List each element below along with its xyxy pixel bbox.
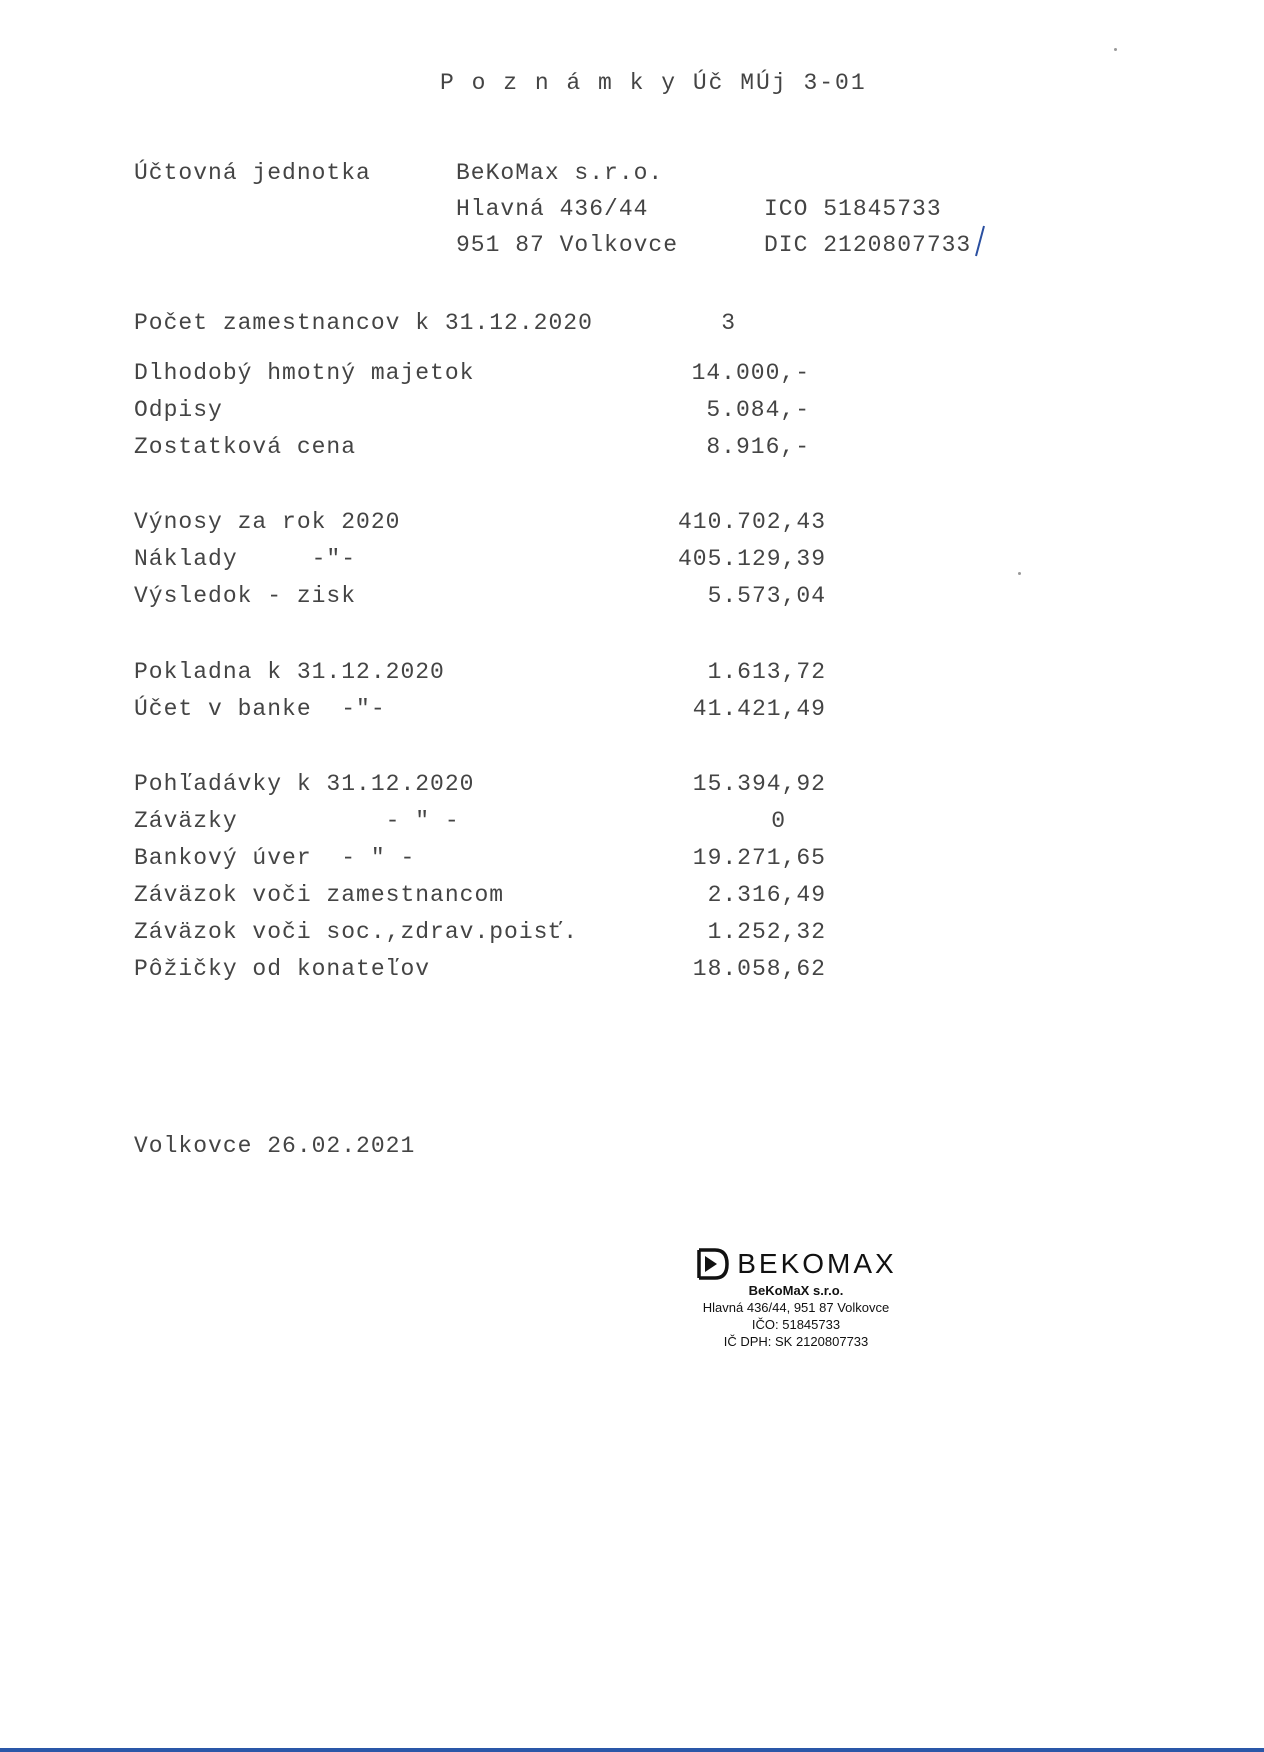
row-value: 2.316,49 bbox=[707, 882, 826, 908]
bekomax-logo-icon bbox=[695, 1246, 731, 1282]
row-label: Odpisy bbox=[134, 397, 223, 423]
stamp-address: Hlavná 436/44, 951 87 Volkovce bbox=[702, 1300, 890, 1315]
row-label: Záväzok voči soc.,zdrav.poisť. bbox=[134, 919, 579, 945]
row-value: 410.702,43 bbox=[677, 509, 826, 535]
row-label: Náklady -"- bbox=[134, 546, 357, 572]
row-label: Účet v banke -"- bbox=[134, 696, 386, 722]
entity-city: 951 87 Volkovce bbox=[456, 232, 679, 258]
row-value: 1.252,32 bbox=[707, 919, 826, 945]
entity-street: Hlavná 436/44 bbox=[456, 196, 649, 222]
row-value: 8.916,- bbox=[706, 434, 810, 460]
row-value: 19.271,65 bbox=[692, 845, 826, 871]
scan-edge bbox=[0, 1748, 1264, 1752]
row-value: 5.573,04 bbox=[707, 583, 826, 609]
row-label: Pokladna k 31.12.2020 bbox=[134, 659, 445, 685]
stamp-ico: IČO: 51845733 bbox=[751, 1317, 841, 1332]
row-value: 0 bbox=[771, 808, 786, 834]
row-label: Pôžičky od konateľov bbox=[134, 956, 431, 982]
scan-speck bbox=[1114, 48, 1117, 51]
row-label: Počet zamestnancov k 31.12.2020 bbox=[134, 310, 593, 336]
row-label: Záväzok voči zamestnancom bbox=[134, 882, 505, 908]
row-value: 5.084,- bbox=[706, 397, 810, 423]
row-value: 1.613,72 bbox=[707, 659, 826, 685]
entity-name: BeKoMax s.r.o. bbox=[456, 160, 664, 186]
row-value: 3 bbox=[721, 310, 736, 336]
document-title: P o z n á m k y Úč MÚj 3-01 bbox=[440, 70, 867, 96]
row-label: Výnosy za rok 2020 bbox=[134, 509, 401, 535]
stamp-company-name: BeKoMaX s.r.o. bbox=[748, 1283, 844, 1298]
row-value: 15.394,92 bbox=[692, 771, 826, 797]
row-value: 14.000,- bbox=[691, 360, 810, 386]
row-label: Pohľadávky k 31.12.2020 bbox=[134, 771, 475, 797]
stamp-logo bbox=[676, 1246, 916, 1282]
row-value: 41.421,49 bbox=[692, 696, 826, 722]
stamp-icdph: IČ DPH: SK 2120807733 bbox=[723, 1334, 869, 1349]
company-stamp bbox=[676, 1246, 916, 1350]
entity-dic: DIC 2120807733 bbox=[764, 232, 972, 258]
entity-ico: ICO 51845733 bbox=[764, 196, 942, 222]
scan-speck bbox=[1018, 572, 1021, 575]
row-value: 405.129,39 bbox=[677, 546, 826, 572]
row-label: Bankový úver - " - bbox=[134, 845, 416, 871]
stamp-logo-text: BEKOMAX bbox=[737, 1248, 897, 1279]
row-label: Dlhodobý hmotný majetok bbox=[134, 360, 475, 386]
place-date: Volkovce 26.02.2021 bbox=[134, 1133, 416, 1159]
row-label: Zostatková cena bbox=[134, 434, 357, 460]
row-label: Záväzky - " - bbox=[134, 808, 460, 834]
pen-tick-mark bbox=[970, 222, 988, 262]
entity-label: Účtovná jednotka bbox=[134, 160, 371, 186]
row-value: 18.058,62 bbox=[692, 956, 826, 982]
row-label: Výsledok - zisk bbox=[134, 583, 357, 609]
